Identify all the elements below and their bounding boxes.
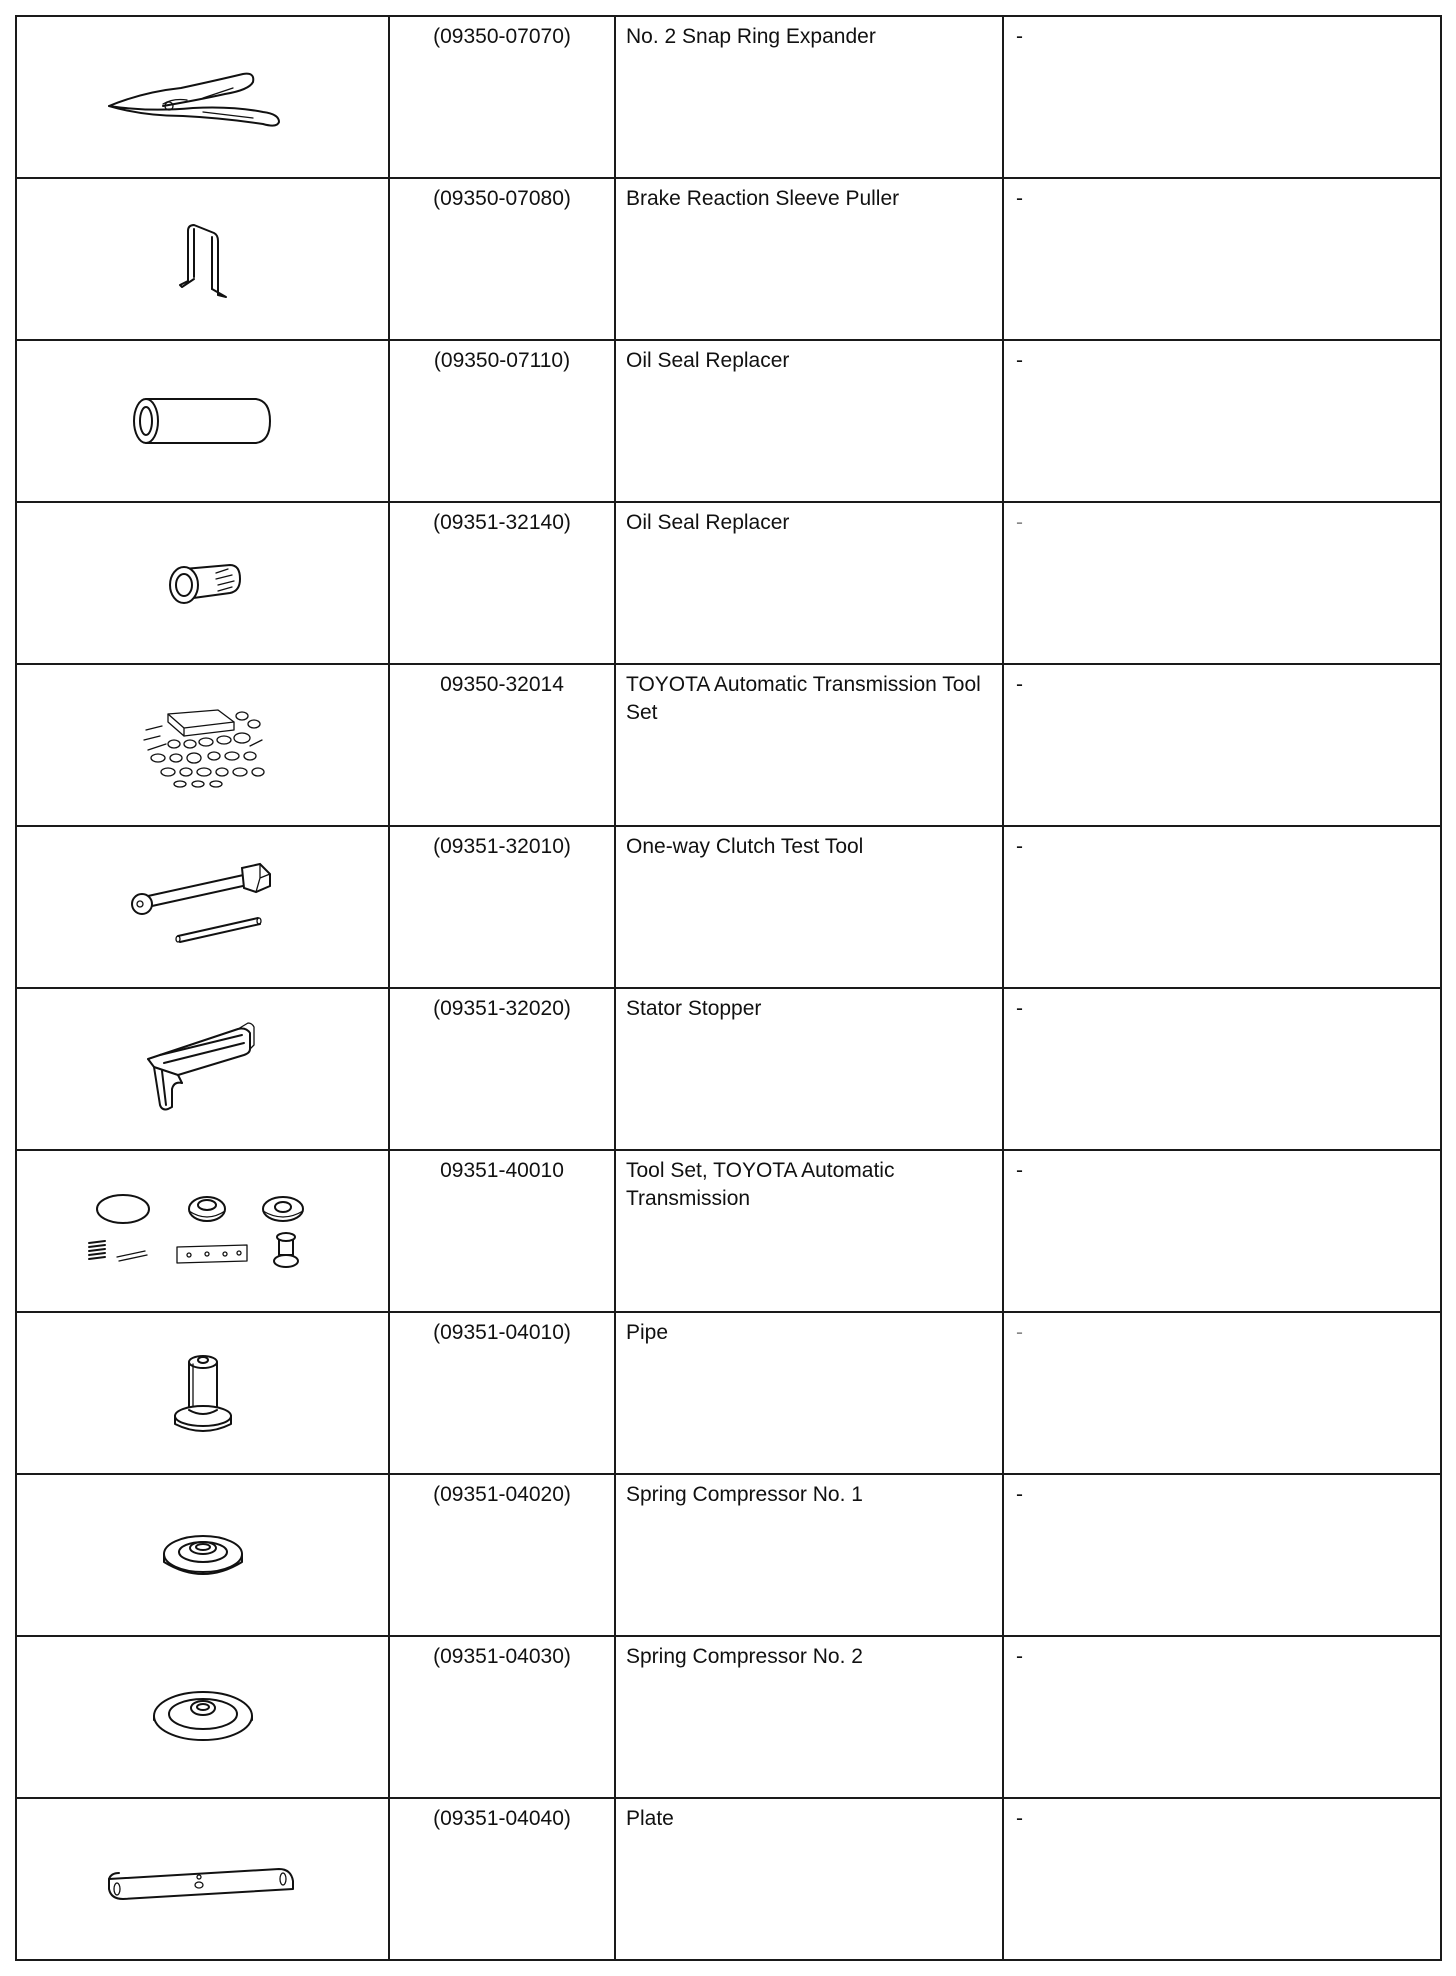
part-number: (09351-04040) [389,1798,615,1960]
tool-name: Pipe [615,1312,1003,1474]
special-tool-table [15,15,1442,1961]
part-number: 09350-32014 [389,664,615,826]
table-row [16,1312,1441,1474]
tool-illustration-cell [16,340,389,502]
oil-seal-replacer-icon [158,553,248,613]
tool-illustration-cell [16,1636,389,1798]
tool-note: - [1003,16,1441,178]
oil-seal-replacer-tube-icon [128,391,278,451]
stator-stopper-icon [138,1019,268,1119]
tool-name: Plate [615,1798,1003,1960]
tool-name: Brake Reaction Sleeve Puller [615,178,1003,340]
tool-name: Oil Seal Replacer [615,502,1003,664]
table-row [16,178,1441,340]
part-number: (09351-04030) [389,1636,615,1798]
pipe-icon [163,1348,243,1438]
spring-compressor-2-icon [148,1682,258,1752]
part-number: (09350-07080) [389,178,615,340]
tool-illustration-cell [16,664,389,826]
table-row [16,664,1441,826]
tool-name: Tool Set, TOYOTA Automatic Transmission [615,1150,1003,1312]
part-number: 09351-40010 [389,1150,615,1312]
tool-name: TOYOTA Automatic Transmission Tool Set [615,664,1003,826]
part-number: (09351-32010) [389,826,615,988]
tool-illustration-cell [16,1312,389,1474]
tool-illustration-cell [16,826,389,988]
part-number: (09351-32140) [389,502,615,664]
tool-illustration-cell [16,178,389,340]
part-number: (09350-07110) [389,340,615,502]
part-number: (09351-04010) [389,1312,615,1474]
table-row [16,502,1441,664]
tool-illustration-cell [16,1474,389,1636]
tool-illustration-cell [16,16,389,178]
table-row [16,826,1441,988]
plate-icon [103,1849,303,1909]
tool-note: - [1003,340,1441,502]
tool-note: - [1003,1798,1441,1960]
snap-ring-expander-icon [103,62,303,132]
tool-note: - [1003,178,1441,340]
tool-note: - [1003,1150,1441,1312]
tool-name: Stator Stopper [615,988,1003,1150]
part-number: (09350-07070) [389,16,615,178]
tool-note: - [1003,1474,1441,1636]
tool-illustration-cell [16,1798,389,1960]
tool-note: - [1003,988,1441,1150]
table-row [16,1474,1441,1636]
tool-name: Spring Compressor No. 1 [615,1474,1003,1636]
spring-compressor-1-icon [158,1520,248,1590]
tool-note: - [1003,1312,1441,1474]
tool-illustration-cell [16,1150,389,1312]
clutch-test-tool-icon [118,862,288,952]
tool-note: - [1003,664,1441,826]
tool-name: One-way Clutch Test Tool [615,826,1003,988]
tool-set-parts-icon [83,1191,323,1271]
tool-name: No. 2 Snap Ring Expander [615,16,1003,178]
table-row [16,1150,1441,1312]
part-number: (09351-32020) [389,988,615,1150]
table-row [16,340,1441,502]
tool-note: - [1003,502,1441,664]
tool-set-icon [138,700,268,790]
table-row [16,988,1441,1150]
tool-illustration-cell [16,502,389,664]
table-row [16,1798,1441,1960]
sleeve-puller-icon [168,219,238,299]
tool-illustration-cell [16,988,389,1150]
part-number: (09351-04020) [389,1474,615,1636]
tool-name: Spring Compressor No. 2 [615,1636,1003,1798]
tool-note: - [1003,1636,1441,1798]
table-row [16,1636,1441,1798]
tool-name: Oil Seal Replacer [615,340,1003,502]
table-row [16,16,1441,178]
tool-note: - [1003,826,1441,988]
